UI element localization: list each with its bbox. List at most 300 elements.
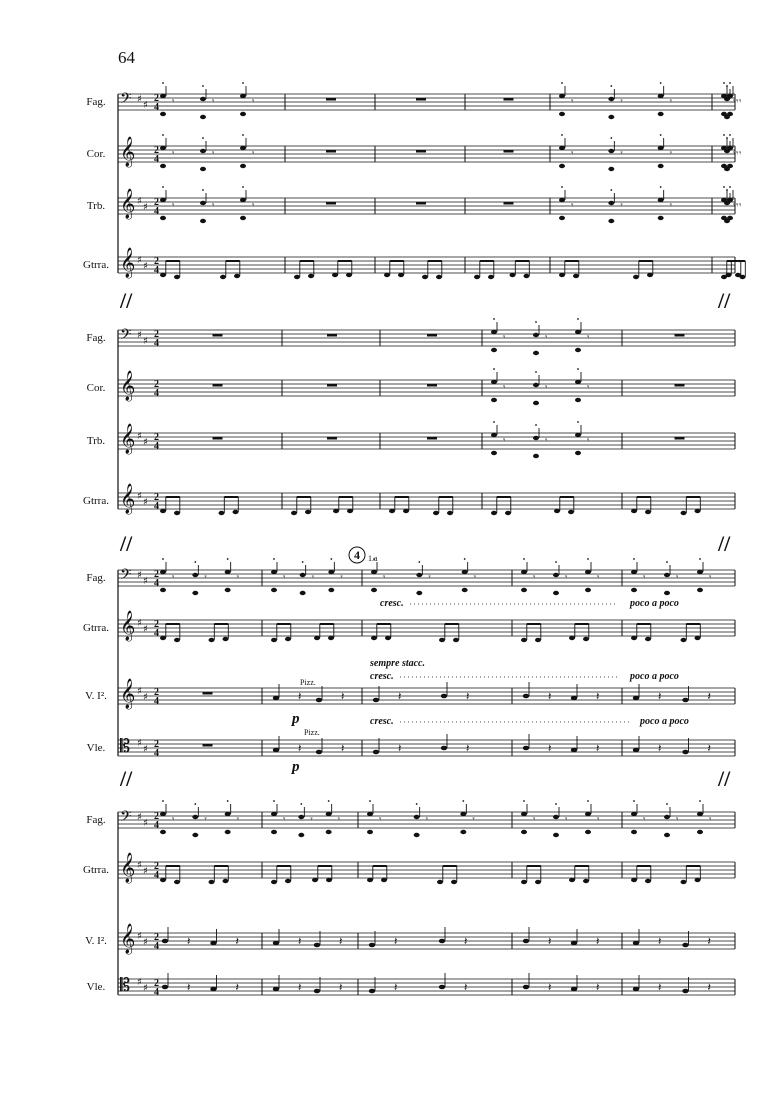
treble-clef-icon: 𝄞 <box>120 424 136 454</box>
cresc-chitarra: cresc. <box>370 671 394 682</box>
time-sig-numerator: 2 <box>154 329 159 340</box>
instrument-label-corni: Cor. <box>86 382 106 394</box>
time-sig-denominator: 4 <box>154 388 159 399</box>
system-2 <box>83 318 735 556</box>
eighth-rest-icon: 𝄾 <box>545 383 548 393</box>
note-head <box>633 987 639 992</box>
quarter-rest-icon: 𝄽 <box>298 981 302 994</box>
time-sig-denominator: 4 <box>154 102 159 113</box>
eighth-rest-icon: 𝄾 <box>709 815 712 825</box>
whole-rest-icon <box>203 744 213 747</box>
instrument-label-chitarra: Gtrra. <box>83 622 109 634</box>
note-head <box>559 112 565 116</box>
note-head <box>682 698 688 703</box>
note-head <box>571 696 577 701</box>
note-head <box>462 588 468 592</box>
treble-clef-icon: 𝄞 <box>120 611 136 641</box>
note-head <box>575 380 581 384</box>
staccato-dot <box>666 803 668 805</box>
quarter-rest-icon: 𝄽 <box>464 981 468 994</box>
eighth-rest-icon: 𝄾 <box>545 333 548 343</box>
sharp-icon: ♯ <box>137 431 142 442</box>
note-head <box>234 274 240 278</box>
note-head <box>328 588 334 592</box>
note-head <box>416 591 422 595</box>
treble-clef-icon: 𝄞 <box>120 371 136 401</box>
quarter-rest-icon: 𝄽 <box>398 690 402 703</box>
bass-clef-icon: 𝄢 <box>120 90 132 111</box>
note-head <box>271 588 277 592</box>
note-head <box>371 570 377 574</box>
note-head <box>312 878 318 882</box>
note-head <box>559 216 565 220</box>
eighth-rest-icon: 𝄾 <box>736 149 739 159</box>
note-head <box>162 985 168 990</box>
treble-clef-icon: 𝄞 <box>120 248 136 278</box>
note-head <box>585 588 591 592</box>
note-head <box>633 748 639 753</box>
note-head <box>192 833 198 837</box>
eighth-rest-icon: 𝄾 <box>337 815 341 825</box>
staccato-dot <box>242 134 244 136</box>
note-head <box>533 383 539 387</box>
staccato-dot <box>227 800 229 802</box>
instrument-label-chitarra: Gtrra. <box>83 259 109 271</box>
treble-clef-icon: 𝄞 <box>120 853 136 883</box>
staccato-dot <box>587 800 589 802</box>
note-head <box>160 198 166 202</box>
eighth-rest-icon: 𝄾 <box>620 201 623 211</box>
sharp-icon: ♯ <box>143 744 148 755</box>
quarter-rest-icon: 𝄽 <box>548 935 552 948</box>
instrument-label-tromboni: Trb. <box>86 435 106 447</box>
time-sig-denominator: 4 <box>154 870 159 881</box>
time-sig-numerator: 2 <box>154 569 159 580</box>
note-head <box>569 636 575 640</box>
staff-corni <box>87 136 735 168</box>
system-separator-left: // <box>120 531 133 556</box>
sharp-icon: ♯ <box>137 931 142 942</box>
note-head <box>575 433 581 437</box>
note-head <box>200 201 206 205</box>
staccato-dot <box>330 558 332 560</box>
staccato-dot <box>418 561 420 563</box>
time-sig-denominator: 4 <box>154 578 159 589</box>
note-head <box>174 638 180 642</box>
note-head <box>575 451 581 455</box>
note-head <box>523 939 529 944</box>
staccato-dot <box>493 421 495 423</box>
note-head <box>240 94 246 98</box>
note-head <box>273 696 279 701</box>
staff-corni <box>87 370 735 402</box>
note-head <box>298 833 304 837</box>
eighth-rest-icon: 𝄾 <box>571 97 574 107</box>
systems <box>83 82 745 998</box>
staccato-dot <box>162 800 164 802</box>
note-head <box>328 570 334 574</box>
system-separator-right: // <box>718 288 731 313</box>
note-head <box>633 275 639 279</box>
whole-rest-icon <box>327 437 337 440</box>
sharp-icon: ♯ <box>137 330 142 341</box>
eighth-rest-icon: 𝄾 <box>587 383 590 393</box>
staccato-dot <box>202 137 204 139</box>
staff-tromboni <box>87 423 735 455</box>
staccato-dot <box>723 134 725 136</box>
note-head <box>403 509 409 513</box>
note-head <box>553 573 559 577</box>
instrument-label-violini: V. I². <box>85 690 107 702</box>
quarter-rest-icon: 𝄽 <box>235 981 239 994</box>
staccato-dot <box>561 186 563 188</box>
note-head <box>727 94 733 98</box>
note-head <box>240 112 246 116</box>
system-4 <box>83 800 735 998</box>
whole-rest-icon <box>326 98 336 101</box>
whole-rest-icon <box>504 150 514 153</box>
sharp-icon: ♯ <box>143 437 148 448</box>
quarter-rest-icon: 𝄽 <box>596 935 600 948</box>
sharp-icon: ♯ <box>143 818 148 829</box>
note-head <box>160 830 166 834</box>
system-separator-left: // <box>120 766 133 791</box>
staccato-dot <box>300 803 302 805</box>
note-head <box>740 275 746 279</box>
staccato-dot <box>369 800 371 802</box>
note-head <box>523 746 529 751</box>
eighth-rest-icon: 𝄾 <box>212 97 215 107</box>
note-head <box>658 216 664 220</box>
note-head <box>220 275 226 279</box>
note-head <box>160 94 166 98</box>
instrument-label-fagotti: Fag. <box>86 96 106 108</box>
sharp-icon: ♯ <box>143 624 148 635</box>
note-head <box>645 510 651 514</box>
quarter-rest-icon: 𝄽 <box>187 935 191 948</box>
cresc-violini: cresc. <box>370 716 394 727</box>
note-head <box>559 273 565 277</box>
quarter-rest-icon: 𝄽 <box>596 981 600 994</box>
note-head <box>697 830 703 834</box>
eighth-rest-icon: 𝄾 <box>236 573 240 583</box>
note-head <box>225 812 231 816</box>
eighth-rest-icon: 𝄾 <box>473 573 477 583</box>
staccato-dot <box>633 800 635 802</box>
note-head <box>273 987 279 992</box>
eighth-rest-icon: 𝄾 <box>571 201 574 211</box>
time-sig-denominator: 4 <box>154 265 159 276</box>
quarter-rest-icon: 𝄽 <box>707 690 711 703</box>
sharp-icon: ♯ <box>137 860 142 871</box>
note-head <box>491 511 497 515</box>
quarter-rest-icon: 𝄽 <box>707 935 711 948</box>
note-head <box>369 943 375 948</box>
time-sig-numerator: 2 <box>154 811 159 822</box>
note-head <box>160 273 166 277</box>
staccato-dot <box>464 558 466 560</box>
sharp-icon: ♯ <box>143 336 148 347</box>
note-head <box>389 509 395 513</box>
alto-clef-icon: 𝄡 <box>120 736 131 757</box>
eighth-rest-icon: 𝄾 <box>340 573 343 583</box>
staccato-dot <box>561 82 563 84</box>
whole-rest-icon <box>416 98 426 101</box>
quarter-rest-icon: 𝄽 <box>339 981 343 994</box>
note-head <box>658 164 664 168</box>
note-head <box>385 636 391 640</box>
note-head <box>414 815 420 819</box>
note-head <box>437 880 443 884</box>
time-sig-denominator: 4 <box>154 628 159 639</box>
note-head <box>460 812 466 816</box>
note-head <box>174 880 180 884</box>
instrument-label-corni: Cor. <box>86 148 106 160</box>
time-sig-denominator: 4 <box>154 748 159 759</box>
note-head <box>533 454 539 458</box>
time-sig-denominator: 4 <box>154 206 159 217</box>
eighth-rest-icon: 𝄾 <box>503 383 506 393</box>
eighth-rest-icon: 𝄾 <box>428 573 431 583</box>
note-head <box>491 398 497 402</box>
rehearsal-mark: 4 <box>354 548 360 562</box>
sharp-icon: ♯ <box>143 261 148 272</box>
eighth-rest-icon: 𝄾 <box>503 436 506 446</box>
note-head <box>273 748 279 753</box>
note-head <box>371 588 377 592</box>
note-head <box>240 164 246 168</box>
time-sig-denominator: 4 <box>154 338 159 349</box>
note-head <box>316 698 322 703</box>
note-head <box>524 274 530 278</box>
staccato-dot <box>162 186 164 188</box>
note-head <box>271 638 277 642</box>
note-head <box>174 511 180 515</box>
alto-clef-icon: 𝄡 <box>120 975 131 996</box>
note-head <box>436 275 442 279</box>
eighth-rest-icon: 𝄾 <box>739 149 742 159</box>
note-head <box>192 815 198 819</box>
system-1 <box>83 82 745 313</box>
instrument-label-violini: V. I². <box>85 935 107 947</box>
staccato-dot <box>729 186 731 188</box>
eighth-rest-icon: 𝄾 <box>565 573 568 583</box>
staccato-dot <box>535 371 537 373</box>
eighth-rest-icon: 𝄾 <box>736 201 739 211</box>
note-head <box>664 591 670 595</box>
staff-fagotti <box>86 808 735 831</box>
note-head <box>521 638 527 642</box>
whole-rest-icon <box>327 384 337 387</box>
note-head <box>326 812 332 816</box>
whole-rest-icon <box>427 437 437 440</box>
note-head <box>314 989 320 994</box>
eighth-rest-icon: 𝄾 <box>565 815 568 825</box>
note-head <box>575 398 581 402</box>
eighth-rest-icon: 𝄾 <box>669 149 673 159</box>
note-head <box>439 985 445 990</box>
quarter-rest-icon: 𝄽 <box>298 742 302 755</box>
eighth-rest-icon: 𝄾 <box>425 815 429 825</box>
note-head <box>658 112 664 116</box>
quarter-rest-icon: 𝄽 <box>658 981 662 994</box>
staff-violini <box>85 678 735 710</box>
note-head <box>439 939 445 944</box>
note-head <box>326 830 332 834</box>
note-head <box>316 750 322 755</box>
note-head <box>559 198 565 202</box>
whole-rest-icon <box>203 692 213 695</box>
sharp-icon: ♯ <box>143 100 148 111</box>
staccato-dot <box>273 558 275 560</box>
note-head <box>333 509 339 513</box>
note-head <box>240 198 246 202</box>
note-head <box>225 570 231 574</box>
note-head <box>633 941 639 946</box>
eighth-rest-icon: 𝄾 <box>212 201 215 211</box>
rehearsal-small: 1.a <box>368 554 378 563</box>
note-head <box>367 830 373 834</box>
staff-fagotti <box>86 566 735 589</box>
eighth-rest-icon: 𝄾 <box>587 436 590 446</box>
note-head <box>727 164 733 168</box>
system-separator-right: // <box>718 531 731 556</box>
eighth-rest-icon: 𝄾 <box>620 149 623 159</box>
staccato-dot <box>726 189 728 191</box>
quarter-rest-icon: 𝄽 <box>298 935 302 948</box>
note-head <box>608 149 614 153</box>
note-head <box>441 746 447 751</box>
whole-rest-icon <box>675 437 685 440</box>
note-head <box>200 149 206 153</box>
instrument-label-fagotti: Fag. <box>86 332 106 344</box>
staccato-dot <box>723 82 725 84</box>
note-head <box>559 94 565 98</box>
note-head <box>559 164 565 168</box>
note-head <box>285 637 291 641</box>
staccato-dot <box>493 368 495 370</box>
quarter-rest-icon: 𝄽 <box>548 981 552 994</box>
note-head <box>571 987 577 992</box>
time-sig-denominator: 4 <box>154 501 159 512</box>
quarter-rest-icon: 𝄽 <box>548 742 552 755</box>
eighth-rest-icon: 𝄾 <box>172 201 175 211</box>
treble-clef-icon: 𝄞 <box>120 137 136 167</box>
note-head <box>608 201 614 205</box>
eighth-rest-icon: 𝄾 <box>383 573 386 583</box>
note-head <box>695 636 701 640</box>
time-sig-numerator: 2 <box>154 739 159 750</box>
treble-clef-icon: 𝄞 <box>120 189 136 219</box>
staccato-dot <box>577 421 579 423</box>
time-sig-numerator: 2 <box>154 687 159 698</box>
staccato-dot <box>587 558 589 560</box>
eighth-rest-icon: 𝄾 <box>283 815 286 825</box>
note-head <box>608 167 614 171</box>
sharp-icon: ♯ <box>137 491 142 502</box>
note-head <box>460 830 466 834</box>
note-head <box>192 591 198 595</box>
eighth-rest-icon: 𝄾 <box>643 815 646 825</box>
note-head <box>631 878 637 882</box>
note-head <box>291 511 297 515</box>
note-head <box>441 694 447 699</box>
staccato-dot <box>202 189 204 191</box>
time-sig-numerator: 2 <box>154 861 159 872</box>
staff-fagotti <box>86 90 735 113</box>
note-head <box>160 588 166 592</box>
staccato-dot <box>577 318 579 320</box>
note-head <box>681 638 687 642</box>
time-sig-denominator: 4 <box>154 696 159 707</box>
staccato-dot <box>729 82 731 84</box>
note-head <box>681 880 687 884</box>
quarter-rest-icon: 𝄽 <box>658 690 662 703</box>
note-head <box>453 638 459 642</box>
note-head <box>271 880 277 884</box>
note-head <box>664 833 670 837</box>
note-head <box>585 830 591 834</box>
note-head <box>200 219 206 223</box>
note-head <box>223 637 229 641</box>
staccato-dot <box>610 85 612 87</box>
note-head <box>631 812 637 816</box>
eighth-rest-icon: 𝄾 <box>212 149 215 159</box>
note-head <box>585 570 591 574</box>
note-head <box>569 878 575 882</box>
quarter-rest-icon: 𝄽 <box>548 690 552 703</box>
staccato-dot <box>328 800 330 802</box>
dynamic-p-violini: p <box>292 711 300 727</box>
staccato-dot <box>416 803 418 805</box>
note-head <box>308 274 314 278</box>
note-head <box>631 636 637 640</box>
note-head <box>608 219 614 223</box>
staccato-dot <box>660 134 662 136</box>
eighth-rest-icon: 𝄾 <box>533 815 536 825</box>
note-head <box>523 985 529 990</box>
instrument-label-tromboni: Trb. <box>86 200 106 212</box>
pizz-viole: Pizz. <box>304 728 320 737</box>
sempre-stacc-chitarra: sempre stacc. <box>370 658 425 669</box>
staccato-dot <box>699 558 701 560</box>
note-head <box>332 273 338 277</box>
note-head <box>328 636 334 640</box>
note-head <box>474 275 480 279</box>
note-head <box>533 351 539 355</box>
staff-violini <box>85 923 735 955</box>
eighth-rest-icon: 𝄾 <box>733 201 736 211</box>
instrument-label-fagotti: Fag. <box>86 814 106 826</box>
poco-a-poco-fagotti: poco a poco <box>630 598 679 609</box>
note-head <box>664 815 670 819</box>
note-head <box>523 694 529 699</box>
eighth-rest-icon: 𝄾 <box>709 573 712 583</box>
note-head <box>373 750 379 755</box>
note-head <box>240 146 246 150</box>
pizz-violini: Pizz. <box>300 678 316 687</box>
eighth-rest-icon: 𝄾 <box>172 97 175 107</box>
sharp-icon: ♯ <box>137 738 142 749</box>
note-head <box>225 830 231 834</box>
time-sig-numerator: 2 <box>154 256 159 267</box>
quarter-rest-icon: 𝄽 <box>394 981 398 994</box>
sharp-icon: ♯ <box>143 866 148 877</box>
note-head <box>433 511 439 515</box>
note-head <box>162 939 168 944</box>
staccato-dot <box>162 134 164 136</box>
staccato-dot <box>726 85 728 87</box>
